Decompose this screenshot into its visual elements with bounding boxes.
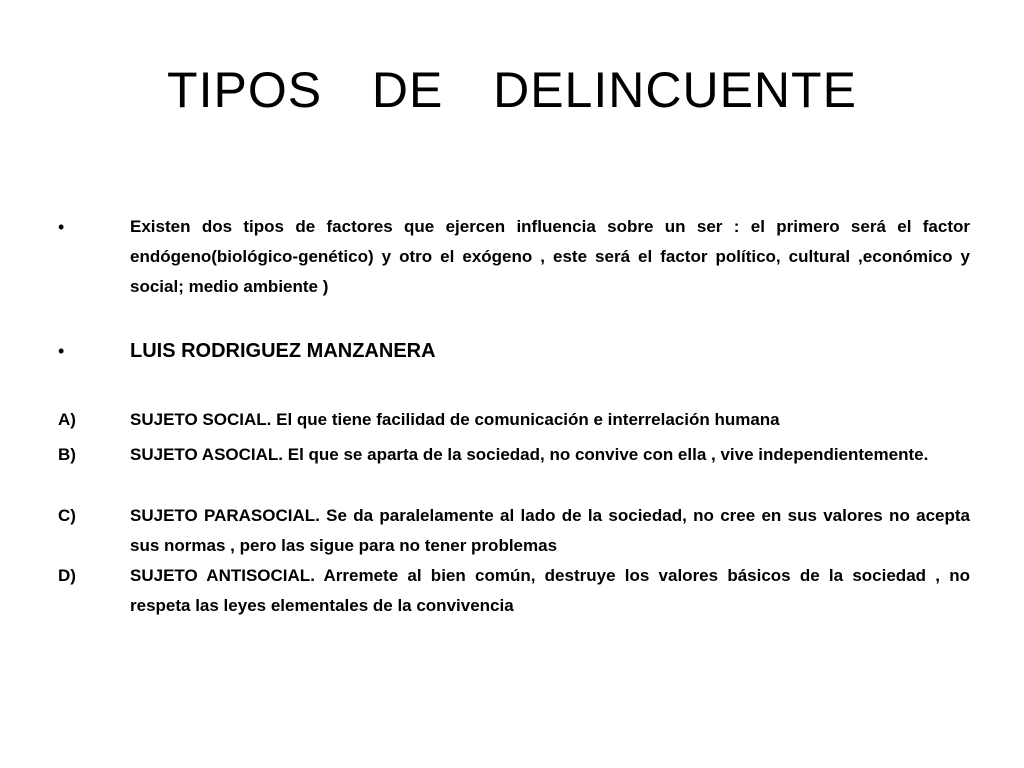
bullet-marker: • (58, 341, 65, 361)
item-marker-c: C) (58, 506, 76, 525)
item-marker-b: B) (58, 445, 76, 464)
bullet-marker: • (58, 217, 65, 237)
item-marker-a: A) (58, 410, 76, 429)
slide-title: TIPOS DE DELINCUENTE (167, 62, 857, 118)
item-marker-d: D) (58, 566, 76, 585)
factors-text: Existen dos tipos de factores que ejercen influencia sobre un ser : el primero será el factor endógeno(biológico-genético) y otro el exógeno , este será el factor político, cultural ,económico y social; medio ambiente ) (130, 217, 970, 296)
author-name: LUIS RODRIGUEZ MANZANERA (130, 340, 436, 362)
item-text-a: SUJETO SOCIAL. El que tiene facilidad de comunicación e interrelación humana (130, 410, 780, 429)
item-text-b: SUJETO ASOCIAL. El que se aparta de la sociedad, no convive con ella , vive independientemente. (130, 445, 929, 464)
item-text-d: SUJETO ANTISOCIAL. Arremete al bien común, destruye los valores básicos de la sociedad , no respeta las leyes elementales de la convivencia (130, 566, 970, 615)
item-text-c: SUJETO PARASOCIAL. Se da paralelamente al lado de la sociedad, no cree en sus valores no acepta sus normas , pero las sigue para no tener problemas (130, 506, 970, 555)
